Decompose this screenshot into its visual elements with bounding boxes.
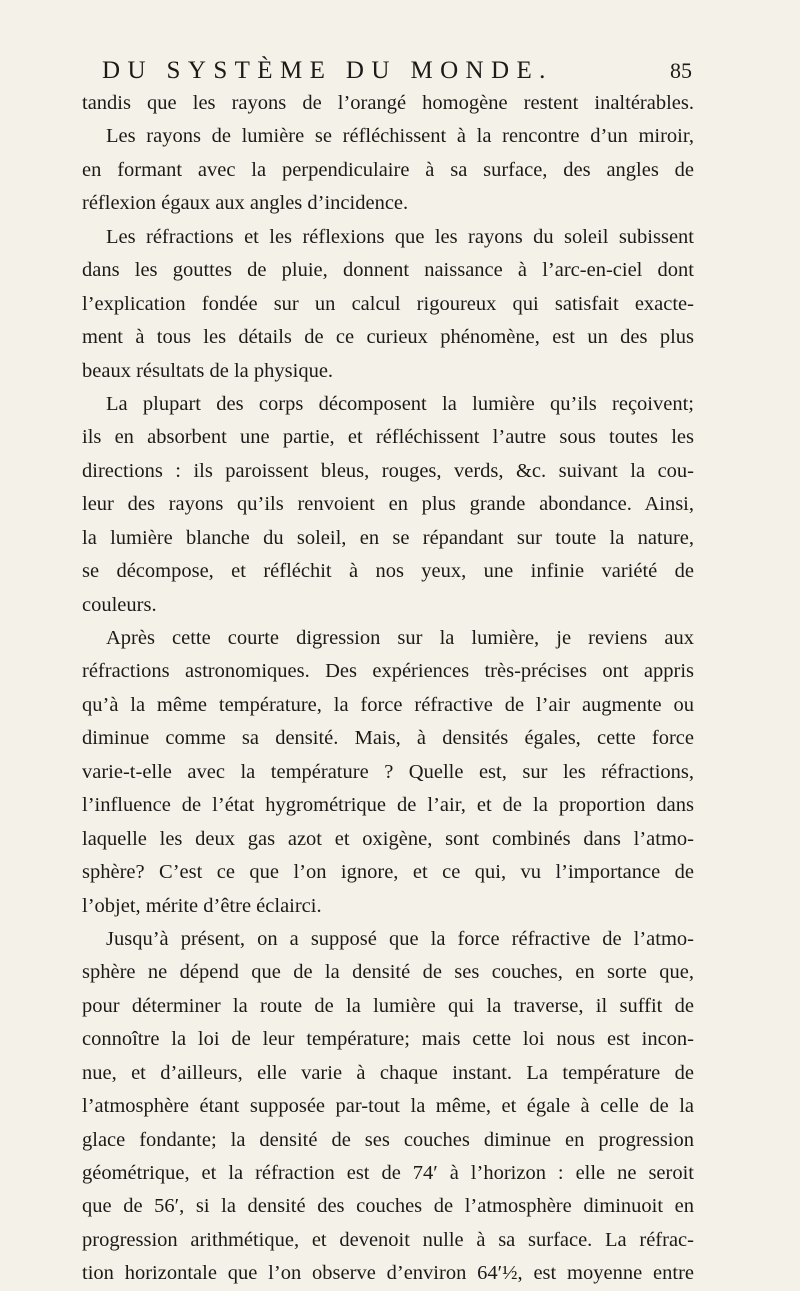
text-line: beaux résultats de la physique.	[82, 359, 334, 382]
text-line: ils en absorbent une partie, et réfléchissent l’autre sous toutes les	[82, 426, 694, 449]
text-line: la lumière blanche du soleil, en se répandant sur toute la nature,	[82, 526, 694, 549]
text-line: l’explication fondée sur un calcul rigoureux qui satisfait exacte-	[82, 292, 694, 315]
text-line: tandis que les rayons de l’orangé homogène restent inaltérables.	[82, 92, 694, 114]
text-line: l’objet, mérite d’être éclairci.	[82, 894, 322, 917]
text-line: géométrique, et la réfraction est de 74′ à l’horizon : elle ne seroit	[82, 1162, 694, 1184]
running-title: DU SYSTÈME DU MONDE.	[102, 57, 553, 84]
text-line: La plupart des corps décomposent la lumière qu’ils reçoivent;	[106, 392, 694, 415]
text-line: se décompose, et réfléchit à nos yeux, une infinie variété de	[82, 560, 694, 583]
text-line: directions : ils paroissent bleus, rouges, verds, &c. suivant la cou-	[82, 459, 694, 482]
page-number: 85	[670, 58, 692, 83]
text-line: réfractions astronomiques. Des expériences très-précises ont appris	[82, 660, 694, 683]
text-line: Les rayons de lumière se réfléchissent à la rencontre d’un miroir,	[106, 125, 694, 148]
text-line: en formant avec la perpendiculaire à sa surface, des angles de	[82, 158, 694, 181]
text-line: Jusqu’à présent, on a supposé que la force réfractive de l’atmo-	[106, 927, 694, 950]
text-line: laquelle les deux gas azot et oxigène, sont combinés dans l’atmo-	[82, 827, 694, 850]
text-line: pour déterminer la route de la lumière qui la traverse, il suffit de	[82, 994, 694, 1017]
text-line: leur des rayons qu’ils renvoient en plus grande abondance. Ainsi,	[82, 493, 694, 516]
text-line: qu’à la même température, la force réfractive de l’air augmente ou	[82, 693, 694, 716]
text-line: l’atmosphère étant supposée par-tout la même, et égale à celle de la	[82, 1095, 694, 1118]
text-line: tion horizontale que l’on observe d’environ 64′½, est moyenne entre	[82, 1262, 694, 1285]
body-text	[82, 87, 694, 1291]
text-line: varie-t-elle avec la température ? Quelle est, sur les réfractions,	[82, 760, 694, 783]
text-line: sphère ne dépend que de la densité de ses couches, en sorte que,	[82, 961, 694, 984]
text-line: l’influence de l’état hygrométrique de l’air, et de la proportion dans	[82, 794, 694, 817]
text-line: connoître la loi de leur température; mais cette loi nous est incon-	[82, 1028, 694, 1051]
page-header	[102, 56, 692, 86]
text-line: Les réfractions et les réflexions que les rayons du soleil subissent	[106, 225, 694, 248]
text-line: réflexion égaux aux angles d’incidence.	[82, 192, 409, 215]
text-line: progression arithmétique, et devenoit nulle à sa surface. La réfrac-	[82, 1228, 694, 1251]
text-line: Après cette courte digression sur la lumière, je reviens aux	[106, 627, 694, 649]
text-line: dans les gouttes de pluie, donnent naissance à l’arc-en-ciel dont	[82, 259, 694, 282]
text-line: nue, et d’ailleurs, elle varie à chaque instant. La température de	[82, 1061, 694, 1084]
text-line: diminue comme sa densité. Mais, à densités égales, cette force	[82, 727, 694, 750]
text-line: que de 56′, si la densité des couches de l’atmosphère diminuoit en	[82, 1195, 694, 1218]
text-line: ment à tous les détails de ce curieux phénomène, est un des plus	[82, 326, 694, 349]
text-line: sphère? C’est ce que l’on ignore, et ce qui, vu l’importance de	[82, 861, 694, 884]
text-line: glace fondante; la densité de ses couches diminue en progression	[82, 1128, 694, 1151]
text-line: couleurs.	[82, 593, 157, 616]
